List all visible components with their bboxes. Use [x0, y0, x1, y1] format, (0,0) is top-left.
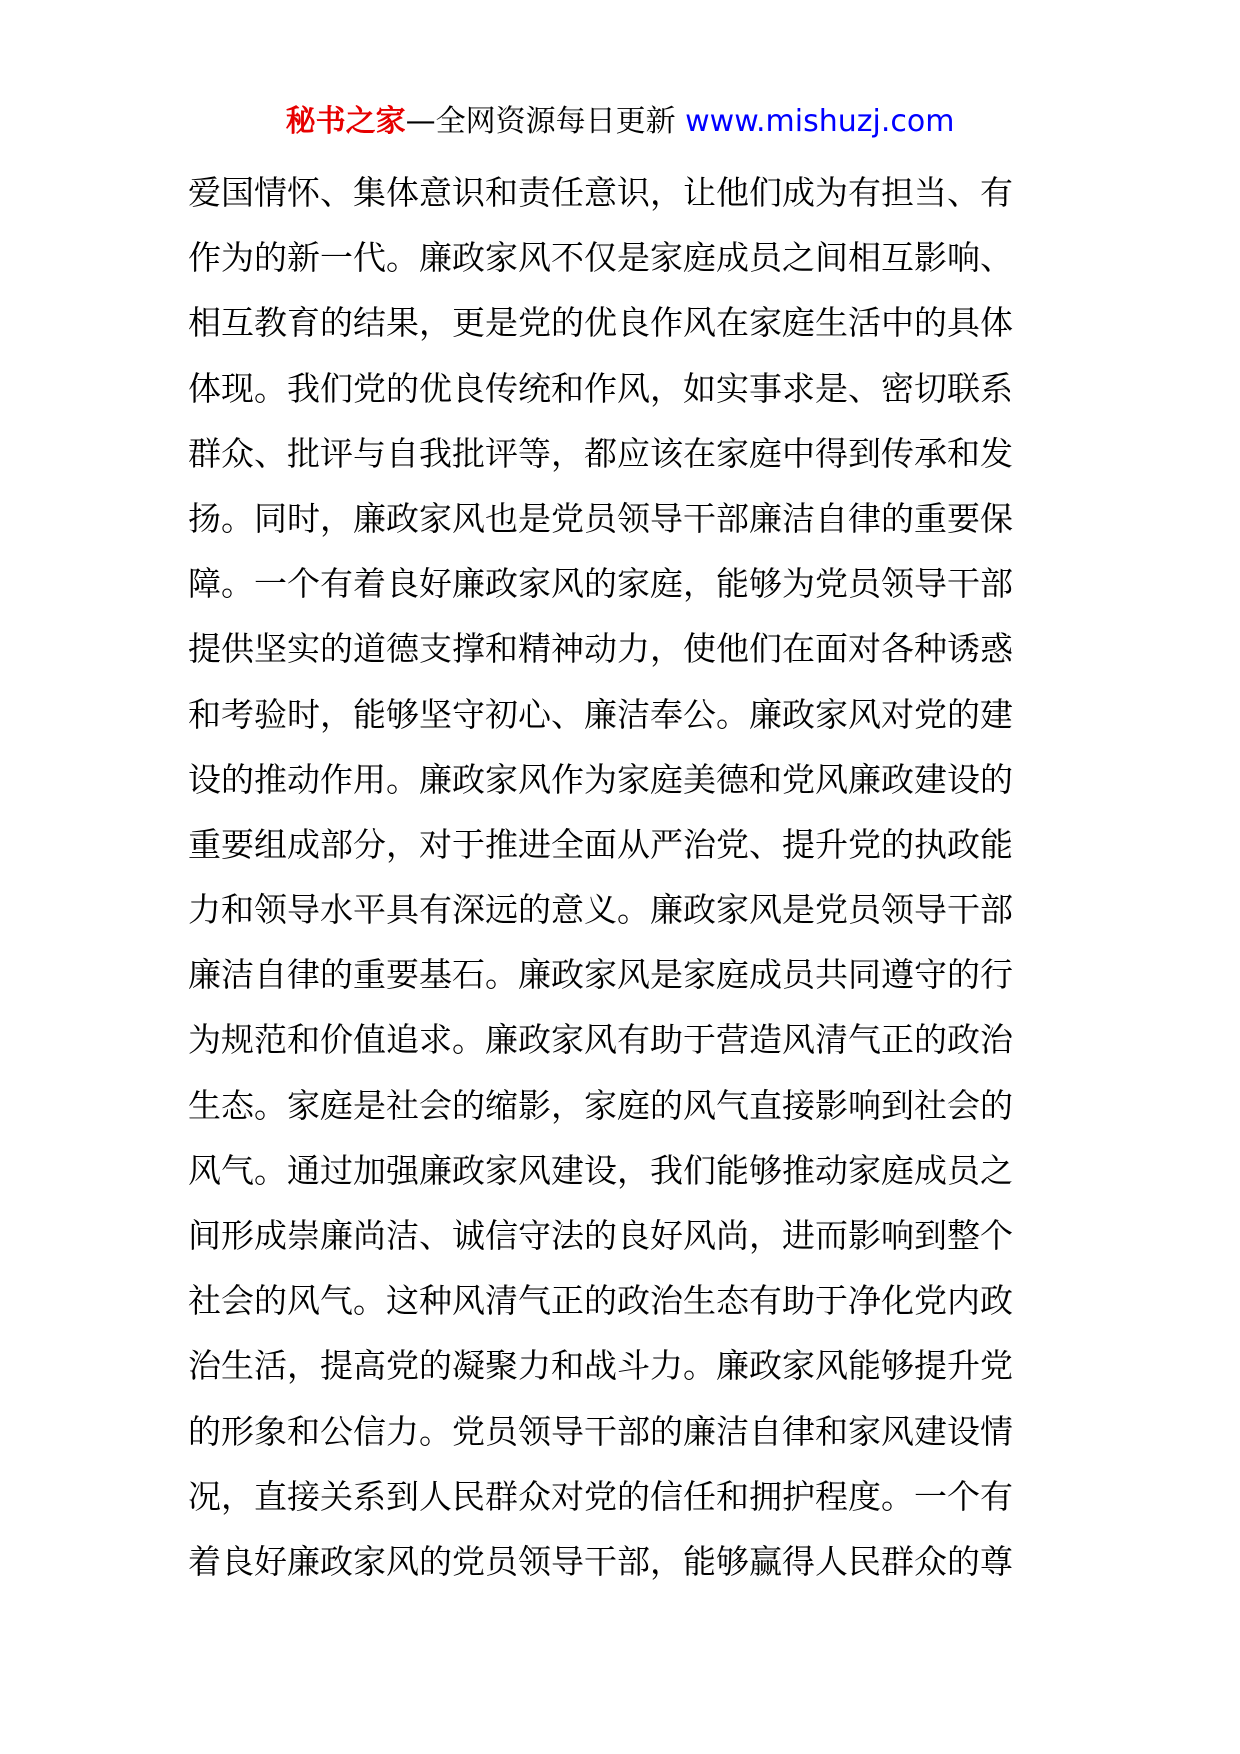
- text-line: 生态。家庭是社会的缩影，家庭的风气直接影响到社会的: [188, 1085, 1013, 1125]
- text-line: 着良好廉政家风的党员领导干部，能够赢得人民群众的尊: [188, 1541, 1013, 1581]
- site-tagline: —全网资源每日更新: [405, 104, 686, 139]
- text-line: 群众、批评与自我批评等，都应该在家庭中得到传承和发: [188, 433, 1013, 473]
- text-line: 重要组成部分，对于推进全面从严治党、提升党的执政能: [188, 824, 1013, 864]
- site-brand: 秘书之家: [285, 104, 406, 139]
- text-line: 相互教育的结果，更是党的优良作风在家庭生活中的具体: [188, 303, 1013, 343]
- text-line: 体现。我们党的优良传统和作风，如实事求是、密切联系: [188, 368, 1013, 408]
- text-line: 爱国情怀、集体意识和责任意识，让他们成为有担当、有: [188, 173, 1013, 212]
- site-url-link[interactable]: www.mishuzj.com: [685, 104, 955, 139]
- text-line: 风气。通过加强廉政家风建设，我们能够推动家庭成员之: [188, 1150, 1013, 1190]
- document-body: [188, 160, 1060, 1594]
- text-line: 提供坚实的道德支撑和精神动力，使他们在面对各种诱惑: [188, 629, 1013, 669]
- text-line: 社会的风气。这种风清气正的政治生态有助于净化党内政: [188, 1281, 1013, 1321]
- text-line: 治生活，提高党的凝聚力和战斗力。廉政家风能够提升党: [188, 1346, 1013, 1386]
- text-line: 况，直接关系到人民群众对党的信任和拥护程度。一个有: [188, 1476, 1013, 1516]
- text-line: 廉洁自律的重要基石。廉政家风是家庭成员共同遵守的行: [188, 955, 1013, 995]
- text-line: 间形成崇廉尚洁、诚信守法的良好风尚，进而影响到整个: [188, 1216, 1013, 1255]
- text-line: 作为的新一代。廉政家风不仅是家庭成员之间相互影响、: [188, 238, 1013, 278]
- text-line: 障。一个有着良好廉政家风的家庭，能够为党员领导干部: [188, 564, 1013, 604]
- page-header: [0, 102, 1240, 142]
- text-line: 设的推动作用。廉政家风作为家庭美德和党风廉政建设的: [188, 759, 1013, 799]
- text-line: 为规范和价值追求。廉政家风有助于营造风清气正的政治: [188, 1020, 1013, 1060]
- text-line: 力和领导水平具有深远的意义。廉政家风是党员领导干部: [188, 890, 1013, 930]
- text-line: 和考验时，能够坚守初心、廉洁奉公。廉政家风对党的建: [188, 694, 1013, 734]
- text-line: 的形象和公信力。党员领导干部的廉洁自律和家风建设情: [188, 1411, 1013, 1451]
- text-line: 扬。同时，廉政家风也是党员领导干部廉洁自律的重要保: [188, 498, 1013, 538]
